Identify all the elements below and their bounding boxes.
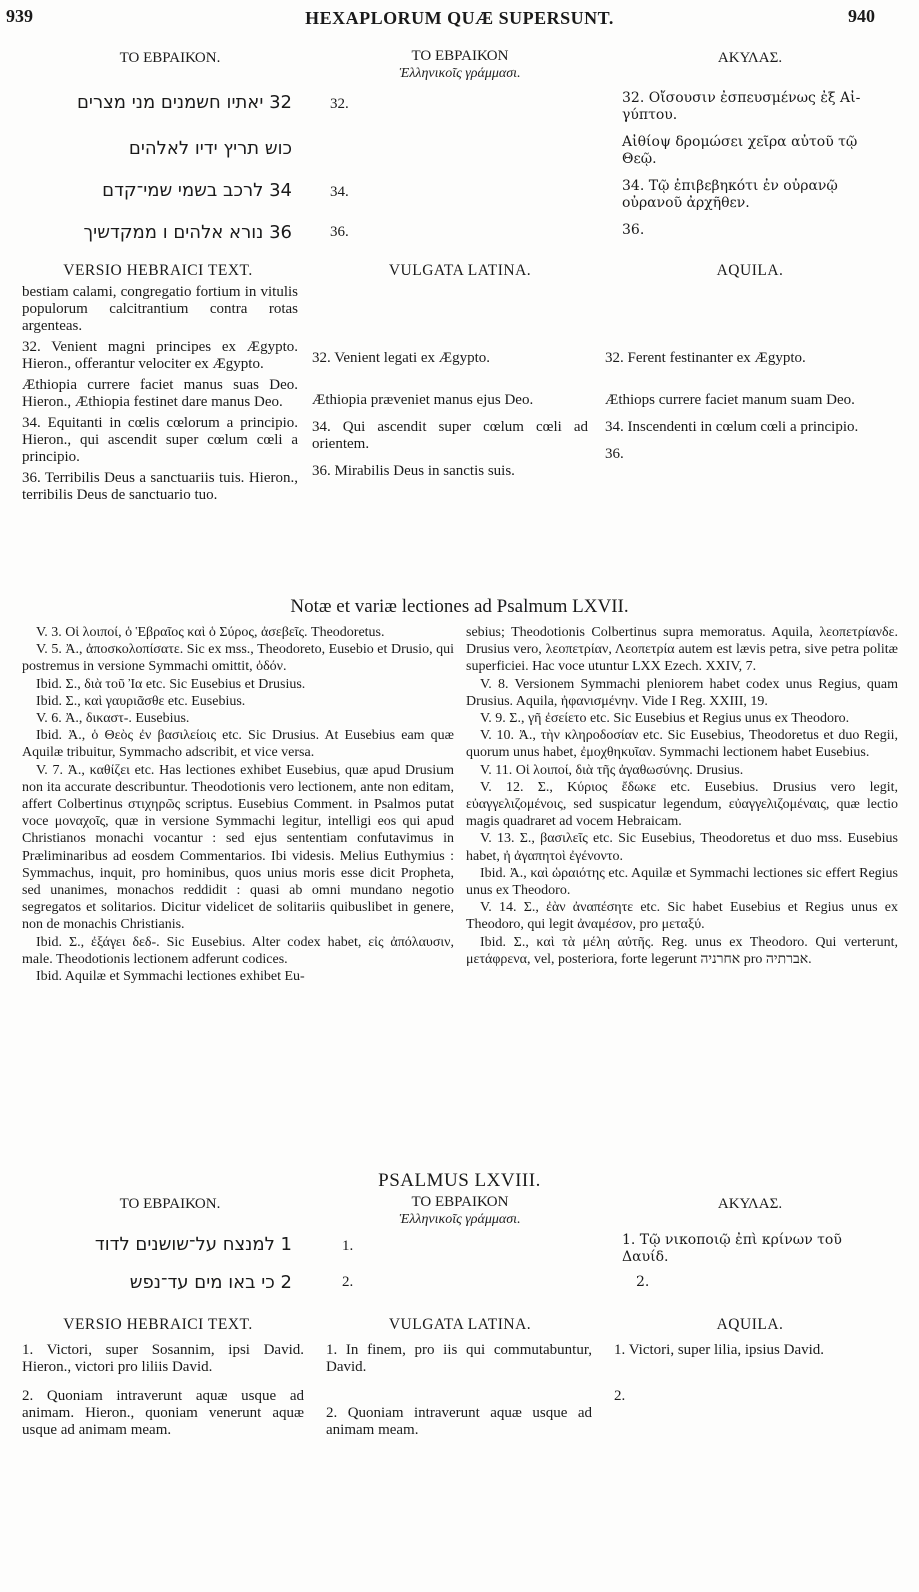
col-head-hebrew-greek-title: ΤΟ ΕΒΡΑΙΚΟΝ xyxy=(411,1194,509,1210)
aquila-greek-line: 32. Οἴσουσιν ἐσπευσμένως ἐξ Αἰ- xyxy=(622,90,861,106)
aquila-paragraph: 34. Inscendenti in cœlum cœli a principio. xyxy=(605,419,859,435)
aquila-greek-line: Δαυίδ. xyxy=(622,1249,669,1265)
col-head-hebrew-greek-sub: Ἑλληνικοῖς γράμμασι. xyxy=(399,1212,521,1227)
note-entry: V. 8. Versionem Symmachi pleniorem habet codex unus Regius, quam Drusius. Aquila, ἠφανισμένην. Vide I Reg. XXIII, 19. xyxy=(466,676,898,709)
aquila-greek-line: 1. Τῷ νικοποιῷ ἐπὶ κρίνων τοῦ xyxy=(622,1232,842,1248)
col-head-hebrew-greek xyxy=(340,48,580,82)
page-number-left: 939 xyxy=(6,6,33,26)
aquila-greek-aethiops xyxy=(622,134,882,168)
note-entry: Ibid. Σ., καὶ τὰ μέλη αὐτῆς. Reg. unus ex Theodoro. Qui verterunt, μετάφρενα, vel, posteriora, forte legerunt אחרניה pro אברתיה. xyxy=(466,934,898,967)
versio-paragraph: 34. Equitanti in cœlis cœlorum a principio. Hieron., qui ascendit super cœlum cœli a principio. xyxy=(22,415,298,465)
section-head-vulgata: VULGATA LATINA. xyxy=(388,1316,532,1333)
section-head-versio: VERSIO HEBRAICI TEXT. xyxy=(63,262,253,279)
note-entry: V. 11. Οἱ λοιποί, διὰ τῆς ἀγαθωσύνης. Drusius. xyxy=(480,762,744,778)
note-entry: Ibid. Σ., καὶ γαυριᾶσθε etc. Eusebius. xyxy=(36,693,246,709)
note-entry: Ibid. Σ., διὰ τοῦ Ἰα etc. Sic Eusebius et Drusius. xyxy=(36,676,306,692)
page-number-right: 940 xyxy=(848,6,875,26)
verse-number: 1. xyxy=(342,1238,354,1254)
vulgata-paragraph: 2. Quoniam intraverunt aquæ usque ad animam meam. xyxy=(326,1405,592,1438)
versio-text-bottom xyxy=(22,1342,304,1443)
versio-paragraph: bestiam calami, congregatio fortium in vitulis populorum calcitrantium contra rotas argenteas. xyxy=(22,284,298,334)
aquila-greek-line: οὐρανοῦ ἀρχῆθεν. xyxy=(622,195,750,211)
note-entry: Ibid. Aquilæ et Symmachi lectiones exhibet Eu- xyxy=(36,969,305,985)
vulgata-paragraph: 1. In finem, pro iis qui commutabuntur, David. xyxy=(326,1342,592,1375)
aquila-greek-2: 2. xyxy=(636,1274,650,1290)
versio-paragraph: Æthiopia currere faciet manus suas Deo. Hieron., Æthiopia festinet dare manus Deo. xyxy=(22,377,298,410)
note-entry: V. 10. Ἀ., τὴν κληροδοσίαν etc. Sic Eusebius, Theodoretus et duo Regii, quorum unus habet, ἐμοχθηκυῖαν. Symmachi lectionem habet Eusebius. xyxy=(466,728,898,761)
versio-paragraph: 1. Victori, super Sosannim, ipsi David. Hieron., victori pro liliis David. xyxy=(22,1342,304,1375)
verse-number: 36. xyxy=(330,224,349,240)
aquila-text-bottom xyxy=(614,1342,888,1409)
note-entry: Ibid. Σ., ἐξάγει δεδ-. Sic Eusebius. Alter codex habet, εἰς ἀπόλαυσιν, male. Theodotionis lectionem adferunt codices. xyxy=(22,934,454,967)
col-head-aquila: ΑΚΥΛΑΣ. xyxy=(717,50,783,66)
hebrew-line: 36 נורא אלהים ו ממקדשיך xyxy=(83,222,292,243)
aquila-greek-36: 36. xyxy=(622,222,645,238)
col-head-hebrew: ΤΟ ΕΒΡΑΙΚΟΝ. xyxy=(119,50,221,66)
note-entry: V. 14. Σ., ἐὰν ἀναπέσητε etc. Sic habet Eusebius et Regius unus ex Theodoro, qui legit ἀναμέσον, pro μεταξύ. xyxy=(466,900,898,933)
note-entry: V. 6. Ἀ., δικαστ-. Eusebius. xyxy=(36,711,190,727)
hebrew-line: 32 יאתיו חשמנים מני מצרים xyxy=(76,92,292,113)
vulgata-text-bottom xyxy=(326,1342,592,1443)
versio-paragraph: 2. Quoniam intraverunt aquæ usque ad animam. Hieron., quoniam venerunt aquæ usque ad animam meam. xyxy=(22,1388,304,1438)
notes-title: Notæ et variæ lectiones ad Psalmum LXVII. xyxy=(290,596,629,617)
note-entry: Ibid. Ἀ., ὁ Θεὸς ἐν βασιλείοις etc. Sic Drusius. At Eusebius eam quæ Aquilæ tribuitur, Symmacho adscribit, et vice versa. xyxy=(22,728,454,761)
versio-paragraph: 36. Terribilis Deus a sanctuariis tuis. Hieron., terribilis Deus de sanctuario tuo. xyxy=(22,470,298,503)
col-head-hebrew-greek-sub: Ἑλληνικοῖς γράμμασι. xyxy=(399,66,521,81)
psalm-title: PSALMUS LXVIII. xyxy=(378,1170,541,1191)
section-head-aquila: AQUILA. xyxy=(716,262,784,279)
verse-number: 32. xyxy=(330,96,349,112)
versio-text-top xyxy=(22,284,298,508)
vulgata-paragraph: 32. Venient legati ex Ægypto. xyxy=(312,350,491,366)
hebrew-line: 1 למנצח על־שושנים לדוד xyxy=(94,1234,292,1255)
section-head-versio: VERSIO HEBRAICI TEXT. xyxy=(63,1316,253,1333)
aquila-greek-1 xyxy=(622,1232,892,1266)
hebrew-line: 34 לרכב בשמי שמי־קדם xyxy=(102,180,292,201)
aquila-paragraph: 2. xyxy=(614,1388,626,1404)
col-head-hebrew: ΤΟ ΕΒΡΑΙΚΟΝ. xyxy=(119,1196,221,1212)
aquila-text-top xyxy=(605,350,881,467)
note-entry: V. 3. Οἱ λοιποί, ὁ Ἑβραῖος καὶ ὁ Σύρος, ἀσεβεῖς. Theodoretus. xyxy=(36,625,385,640)
running-title: HEXAPLORUM QUÆ SUPERSUNT. xyxy=(305,8,614,28)
aquila-greek-32 xyxy=(622,90,882,124)
hebrew-line: כוש תריץ ידיו לאלהים xyxy=(128,138,292,159)
col-head-hebrew-greek-title: ΤΟ ΕΒΡΑΙΚΟΝ xyxy=(411,48,509,64)
aquila-greek-line: 34. Τῷ ἐπιβεβηκότι ἐν οὐρανῷ xyxy=(622,178,838,194)
note-entry: V. 5. Ἀ., ἀποσκολοπίσατε. Sic ex mss., Theodoreto, Eusebio et Drusio, qui postremus in versione Symmachi omittit, ὁδόν. xyxy=(22,642,454,675)
aquila-greek-line: Θεῷ. xyxy=(622,151,657,167)
vulgata-paragraph: Æthiopia præveniet manus ejus Deo. xyxy=(312,392,534,408)
note-entry: V. 12. Σ., Κύριος ἔδωκε etc. Eusebius. Drusius vero legit, εὐαγγελιζομένοις, sed suspicatur legendum, εὐαγγελιζομέναις, quæ lectio magis quadraret ad vocem Hebraicam. xyxy=(466,779,898,830)
vulgata-paragraph: 36. Mirabilis Deus in sanctis suis. xyxy=(312,463,515,479)
versio-paragraph: 32. Venient magni principes ex Ægypto. Hieron., offerantur velociter ex Ægypto. xyxy=(22,339,298,372)
note-entry: Ibid. Ἀ., καὶ ὡραιότης etc. Aquilæ et Symmachi lectiones sic effert Regius unus ex Theodoro. xyxy=(466,865,898,899)
note-entry: V. 7. Ἀ., καθίζει etc. Has lectiones exhibet Eusebius, quæ apud Drusium non ita accurate describuntur. Theodotionis vero lectionem, ante non editam, affert Colbertinus στιχηρῶς scriptus. Eusebius Comment. in Psalmos putat voce μοναχοῖς, quæ in versione Symmachi legitur, intelligi eos qui apud Christianos monachi vocantur : sed ejus sententiam confutavimus in Præliminaribus ad eosdem Commentarios. Ibi videsis. Melius Euthymius : Symmachus, inquit, pro hominibus, quos unius moris esse dicit Propheta, sed unanimes, monachos reddidit : quasi ab omni mundano negotio segregatos et solitarios. Dicitur videlicet de solitariis quibuslibet in genere, non de monachis Christianis. xyxy=(22,762,454,933)
verse-number: 2. xyxy=(342,1274,354,1290)
col-head-aquila: ΑΚΥΛΑΣ. xyxy=(717,1196,783,1212)
col-head-hebrew-greek xyxy=(340,1194,580,1228)
aquila-paragraph: 32. Ferent festinanter ex Ægypto. xyxy=(605,350,806,366)
vulgata-text-top xyxy=(312,350,588,484)
aquila-paragraph: 36. xyxy=(605,446,624,462)
notes-left-column xyxy=(22,624,454,985)
page-header xyxy=(0,4,919,34)
note-entry: V. 13. Σ., βασιλεῖς etc. Sic Eusebius, Theodoretus et duo mss. Eusebius habet, ἠ ἀγαπητοὶ ἐγένοντο. xyxy=(466,831,898,864)
aquila-greek-line: Αἰθίοψ δρομώσει χεῖρα αὐτοῦ τῷ xyxy=(622,134,858,150)
aquila-paragraph: 1. Victori, super lilia, ipsius David. xyxy=(614,1342,825,1358)
hebrew-line: 2 כי באו מים עד־נפש xyxy=(129,1272,292,1293)
aquila-greek-34 xyxy=(622,178,882,212)
aquila-paragraph: Æthiops currere faciet manum suam Deo. xyxy=(605,392,855,408)
section-head-vulgata: VULGATA LATINA. xyxy=(388,262,532,279)
vulgata-paragraph: 34. Qui ascendit super cœlum cœli ad orientem. xyxy=(312,419,588,452)
section-head-aquila: AQUILA. xyxy=(716,1316,784,1333)
verse-number: 34. xyxy=(330,184,349,200)
aquila-greek-line: γύπτου. xyxy=(622,107,678,123)
notes-right-column xyxy=(466,624,898,968)
note-entry: V. 9. Σ., γῆ ἐσείετο etc. Sic Eusebius et Regius unus ex Theodoro. xyxy=(480,711,850,727)
note-entry: sebius; Theodotionis Colbertinus supra memoratus. Aquila, λεοπετρίανδε. Drusius vero, λεοπετρίαν, Λεοπετρία autem est lævis petra, sive petra politæ superficiei. Hac voce utuntur LXX Ezech. XXIV, 7. xyxy=(466,625,898,675)
